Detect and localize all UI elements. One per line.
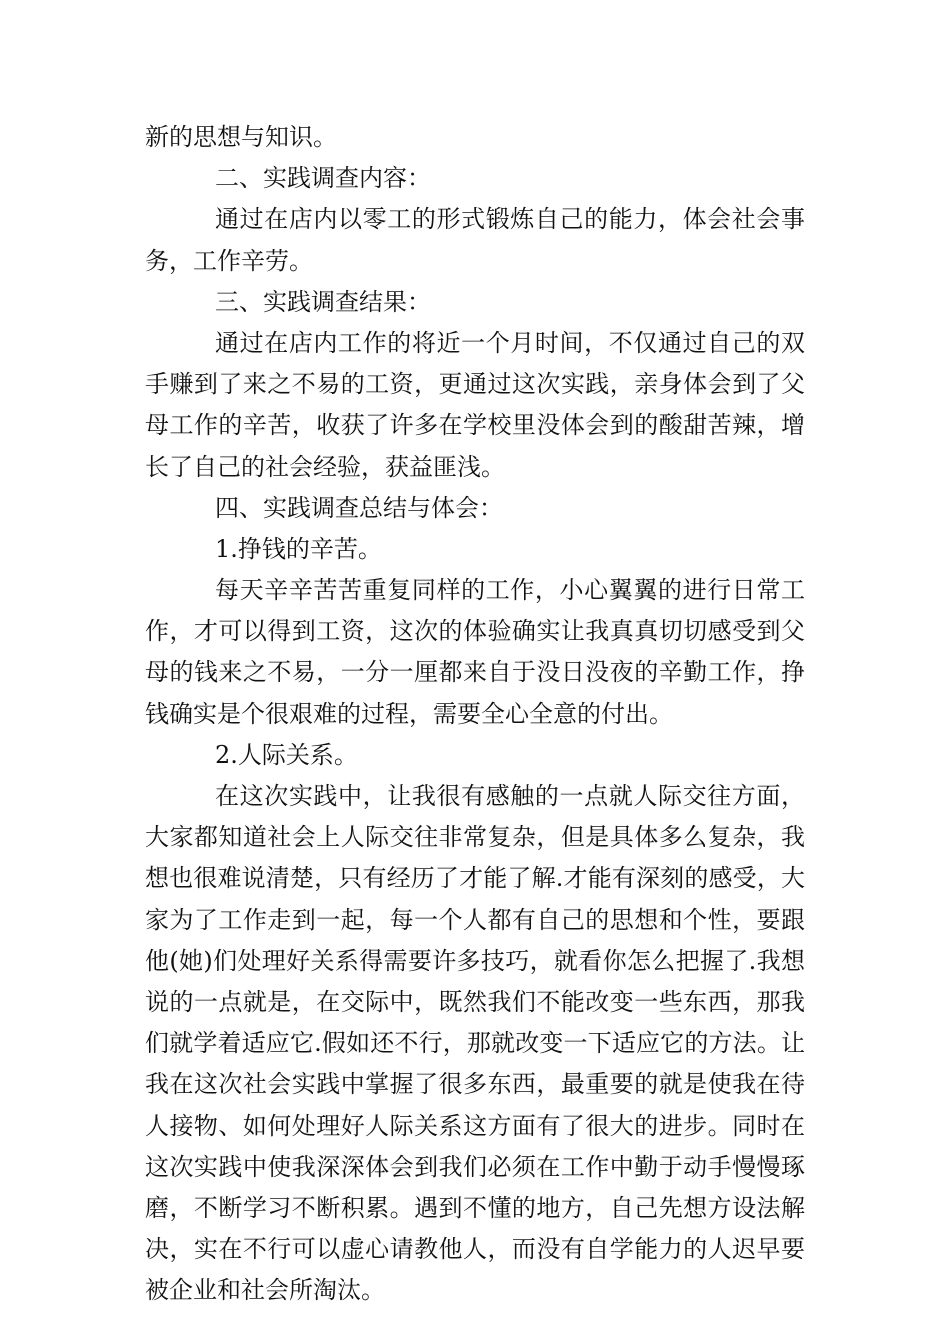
- text-line: 磨，不断学习不断积累。遇到不懂的地方，自己先想方设法解: [145, 1193, 805, 1222]
- text-line: 母工作的辛苦，收获了许多在学校里没体会到的酸甜苦辣，增: [145, 411, 805, 440]
- paragraph-p2: [145, 199, 805, 281]
- text-line: 家为了工作走到一起，每一个人都有自己的思想和个性，要跟: [145, 905, 805, 934]
- paragraph-p3: [145, 323, 805, 488]
- paragraph-s2: [145, 735, 805, 776]
- text-line: 新的思想与知识。: [145, 123, 337, 151]
- text-line: 他(她)们处理好关系得需要许多技巧，就看你怎么把握了.我想: [145, 946, 805, 975]
- text-line: 这次实践中使我深深体会到我们必须在工作中勤于动手慢慢琢: [145, 1152, 805, 1181]
- text-line: 被企业和社会所淘汰。: [145, 1276, 385, 1305]
- text-line: 人接物、如何处理好人际关系这方面有了很大的进步。同时在: [145, 1111, 805, 1140]
- text-line: 母的钱来之不易，一分一厘都来自于没日没夜的辛勤工作，挣: [145, 658, 805, 687]
- text-line: 钱确实是个很艰难的过程，需要全心全意的付出。: [145, 699, 673, 728]
- text-line: 1.挣钱的辛苦。: [215, 534, 382, 563]
- text-line: 务，工作辛劳。: [145, 246, 313, 275]
- text-line: 作，才可以得到工资，这次的体验确实让我真真切切感受到父: [145, 617, 805, 646]
- document-page: [145, 117, 805, 1311]
- paragraph-p4: [145, 570, 805, 735]
- text-line: 通过在店内以零工的形式锻炼自己的能力，体会社会事: [215, 205, 805, 234]
- paragraph-s1: [145, 529, 805, 570]
- text-line: 四、实践调查总结与体会：: [215, 493, 503, 522]
- paragraph-h2: [145, 158, 805, 199]
- text-line: 在这次实践中，让我很有感触的一点就人际交往方面，: [215, 782, 805, 810]
- text-line: 我在这次社会实践中掌握了很多东西，最重要的就是使我在待: [145, 1070, 805, 1099]
- paragraph-p0: [145, 117, 805, 158]
- paragraph-h4: [145, 488, 805, 529]
- text-line: 二、实践调查内容：: [215, 164, 431, 193]
- text-line: 想也很难说清楚，只有经历了才能了解.才能有深刻的感受，大: [145, 864, 805, 893]
- text-line: 长了自己的社会经验，获益匪浅。: [145, 452, 505, 481]
- text-line: 大家都知道社会上人际交往非常复杂，但是具体多么复杂，我: [145, 823, 805, 852]
- paragraph-h3: [145, 282, 805, 323]
- text-line: 2.人际关系。: [215, 740, 358, 769]
- text-line: 说的一点就是，在交际中，既然我们不能改变一些东西，那我: [145, 987, 805, 1016]
- text-line: 们就学着适应它.假如还不行，那就改变一下适应它的方法。让: [145, 1029, 805, 1058]
- text-line: 三、实践调查结果：: [215, 287, 431, 316]
- text-line: 通过在店内工作的将近一个月时间，不仅通过自己的双: [215, 328, 805, 357]
- paragraph-p5: [145, 776, 805, 1311]
- text-line: 手赚到了来之不易的工资，更通过这次实践，亲身体会到了父: [145, 370, 805, 399]
- text-line: 决，实在不行可以虚心请教他人，而没有自学能力的人迟早要: [145, 1235, 805, 1264]
- text-line: 每天辛辛苦苦重复同样的工作，小心翼翼的进行日常工: [215, 576, 805, 605]
